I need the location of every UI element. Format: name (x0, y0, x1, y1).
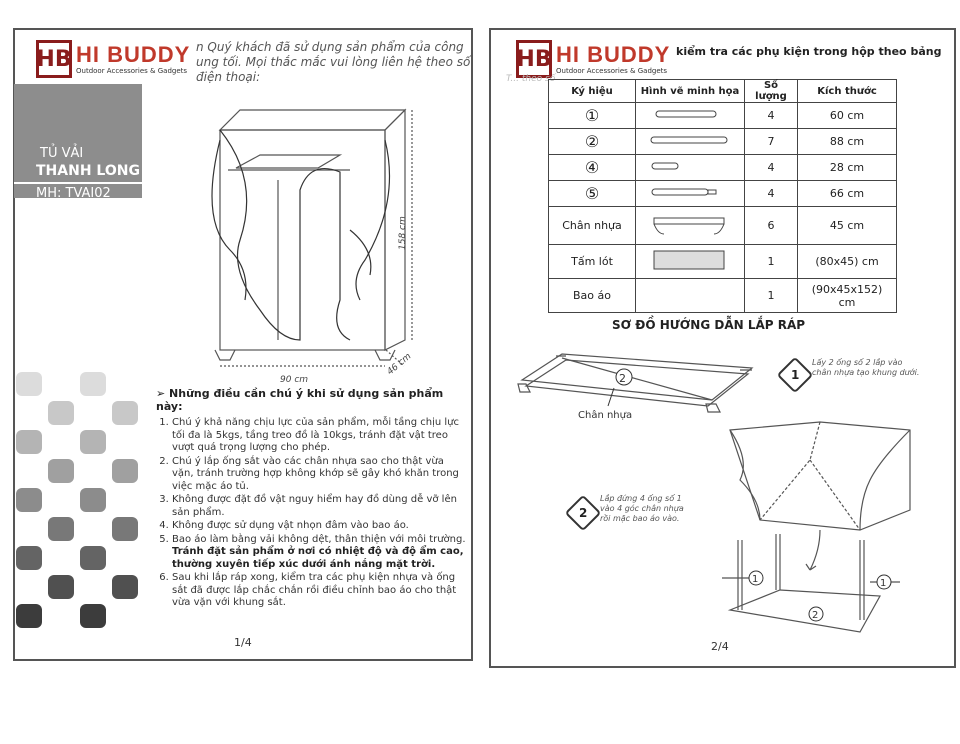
diagram-label-2: 2 (619, 372, 626, 385)
checker-tile (80, 488, 106, 512)
col-size: Kích thước (798, 80, 897, 103)
tube-illustration (636, 181, 745, 207)
checker-tile (48, 459, 74, 483)
step-1-text: Lấy 2 ống số 2 lắp vào chân nhựa tạo khung dưới. (812, 358, 920, 377)
checker-tile (80, 604, 106, 628)
checker-tile (48, 401, 74, 425)
step-1-badge: 1 (777, 357, 814, 394)
note-item: 1. Chú ý khả năng chịu lực của sản phẩm, mỗi tầng chịu lực tối đa là 5kgs, tầng treo đồ là 10kgs, tránh đặt vật treo vượt quá trọng lượng cho phép. (172, 417, 466, 455)
step-2-badge: 2 (565, 495, 602, 532)
col-illustration: Hình vẽ minh họa (636, 80, 745, 103)
checker-tile (48, 575, 74, 599)
product-sidebar (14, 84, 142, 198)
frame-legs-diagram (720, 530, 910, 650)
checker-tile (112, 401, 138, 425)
wardrobe-illustration (200, 100, 420, 390)
brand-tagline: Outdoor Accessories & Gadgets (556, 66, 668, 75)
col-symbol: Ký hiệu (549, 80, 636, 103)
checker-tile (16, 430, 42, 454)
usage-notes (156, 388, 466, 611)
brand-name: HI BUDDY (556, 41, 671, 67)
step-2-text: Lắp đứng 4 ống số 1 vào 4 góc chân nhựa rồi mặc bao áo vào. (600, 494, 684, 523)
table-row: ⑤ 4 66 cm (549, 181, 897, 207)
checker-tile (112, 517, 138, 541)
plastic-leg-label: Chân nhựa (578, 410, 633, 421)
diagram-label-2b: 2 (812, 610, 819, 621)
assembly-section-title: SƠ ĐỒ HƯỚNG DẪN LẮP RÁP (612, 318, 806, 332)
checker-tile (16, 604, 42, 628)
logo-mark: HB (36, 40, 72, 78)
parts-table (548, 79, 897, 313)
table-row: ① 4 60 cm (549, 103, 897, 129)
checker-tile (16, 546, 42, 570)
page2-header-faded: T... theo số (506, 74, 556, 84)
dim-height: 158 cm (398, 216, 408, 250)
checker-tile (112, 575, 138, 599)
table-row: ④ 4 28 cm (549, 155, 897, 181)
checker-tile (16, 488, 42, 512)
page2-header-text: kiểm tra các phụ kiện trong hộp theo bảng (676, 45, 942, 58)
dim-depth: 46 cm (385, 351, 414, 378)
checker-tile (80, 430, 106, 454)
brand-tagline: Outdoor Accessories & Gadgets (76, 66, 188, 75)
product-type: TỦ VẢI (40, 146, 84, 161)
checker-tile (112, 459, 138, 483)
checker-tile (80, 372, 106, 396)
checker-pattern (14, 370, 144, 632)
page2-number: 2/4 (711, 640, 729, 653)
diagram-label-1: 1 (752, 574, 759, 585)
note-item: 4. Không được sử dụng vật nhọn đâm vào bao áo. (172, 520, 466, 533)
logo-mark: HB (516, 40, 552, 78)
notes-title: ➢ Những điều cần chú ý khi sử dụng sản phẩm này: (156, 387, 444, 413)
table-row: ② 7 88 cm (549, 129, 897, 155)
dim-width: 90 cm (280, 375, 309, 385)
table-row: Bao áo 1 (90x45x152) cm (549, 279, 897, 313)
cover-diagram (720, 420, 920, 540)
page1-header-text: n Quý khách đã sử dụng sản phẩm của công ung tối. Mọi thắc mắc vui lòng liên hệ theo số điện thoại: (196, 40, 471, 84)
plastic-leg-illustration (636, 207, 745, 245)
product-name: THANH LONG (36, 163, 140, 179)
note-item: 6. Sau khi lắp ráp xong, kiểm tra các phụ kiện nhựa và ống sắt đã được lắp chắc chắn rồi điều chỉnh bao áo cho thật vừa vặn với khung sắt. (172, 572, 466, 610)
brand-logo (36, 40, 190, 78)
tube-illustration (636, 155, 745, 181)
brand-name: HI BUDDY (76, 41, 191, 67)
bottom-frame-diagram (512, 340, 762, 430)
shelf-board-illustration (636, 245, 745, 279)
tube-illustration (636, 103, 745, 129)
col-qty: Số lượng (745, 80, 798, 103)
checker-tile (48, 517, 74, 541)
page1-number: 1/4 (234, 636, 252, 649)
tube-illustration (636, 129, 745, 155)
checker-tile (16, 372, 42, 396)
table-row: Chân nhựa 6 45 cm (549, 207, 897, 245)
note-item: 2. Chú ý lắp ống sắt vào các chân nhựa sao cho thật vừa vặn, tránh trường hợp không khớp sẽ gây khó khăn trong việc mặc áo tủ. (172, 456, 466, 494)
diagram-label-1b: 1 (880, 578, 887, 589)
note-item: 3. Không được đặt đồ vật nguy hiểm hay đồ dùng dễ vỡ lên sản phẩm. (172, 494, 466, 519)
note-item: 5. Bao áo làm bằng vải không dệt, thân thiện với môi trường. Tránh đặt sản phẩm ở nơi có nhiệt độ và độ ẩm cao, thường xuyên tiếp xúc dưới ánh nắng mặt trời. (172, 534, 466, 572)
checker-tile (80, 546, 106, 570)
product-model: MH: TVAI02 (36, 186, 111, 201)
table-row: Tấm lót 1 (80x45) cm (549, 245, 897, 279)
sidebar-divider (14, 182, 142, 184)
